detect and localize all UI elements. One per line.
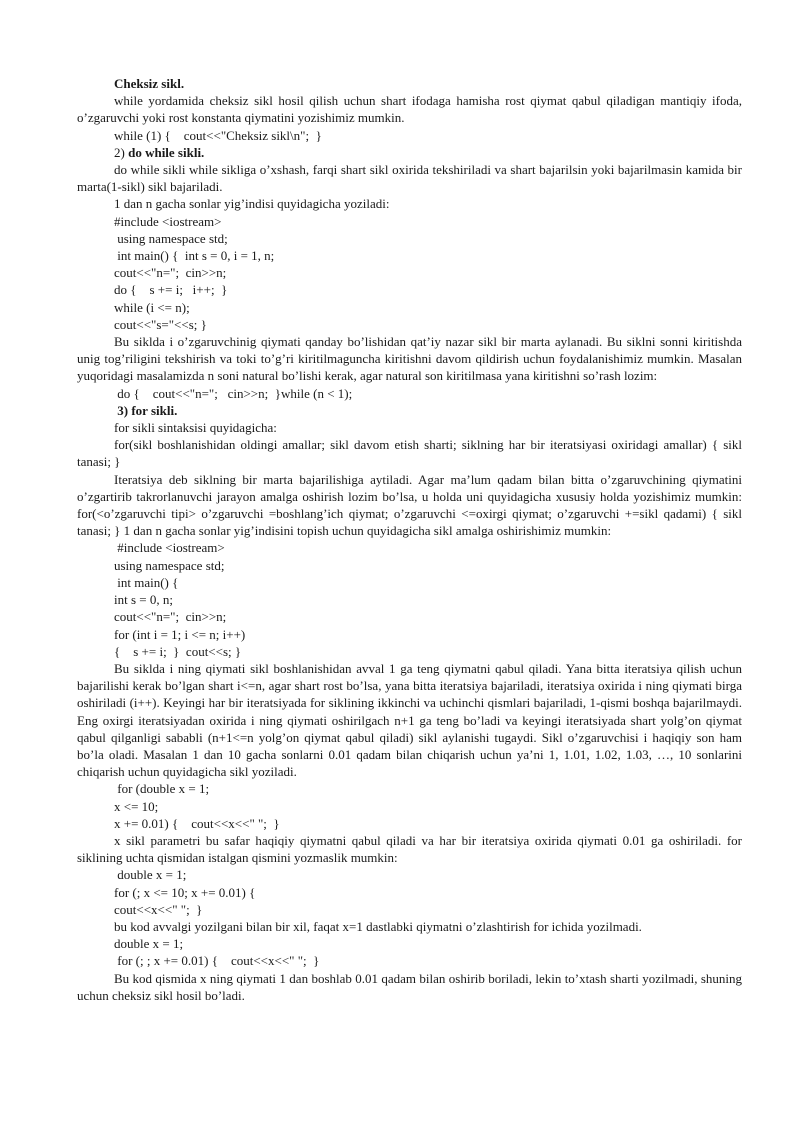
text-line-2: while (1) { cout<<"Cheksiz sikl\n"; } (114, 127, 322, 143)
heading-text: do while sikli. (128, 144, 205, 160)
text-line-27: for (double x = 1; (114, 781, 210, 797)
text-line-5: 1 dan n gacha sonlar yig’indisi quyidagicha yoziladi: (114, 196, 390, 212)
text-line-16: for sikli sintaksisi quyidagicha: (114, 420, 277, 436)
text-line-10: do { s += i; i++; } (114, 282, 228, 298)
text-line-29: x += 0.01) { cout<<x<<" "; } (114, 815, 280, 831)
text-line-24: for (int i = 1; i <= n; i++) (114, 626, 246, 642)
text-line-12: cout<<"s="<<s; } (114, 316, 207, 332)
paragraph-18: Iteratsiya deb siklning bir marta bajarilishiga aytiladi. Agar ma’lum qadam bilan bitta o’zgaruvchining qiymatini o’zgartirib takrorlanuvchi jarayon amalga oshirish lozim bo’lsa, u holda uni quyidagicha xususiy holda yozishimiz mumkin: for(<o’zgaruvchi tipi> o’zgaruvchi =boshlang’ich qiymat; o’zgaruvchi <=oxirgi qiymat; o’zgaruvchi +=sikl qadami) { sikl tanasi; } 1 dan n gacha sonlar yig’indisini topish uchun quyidagicha sikl amalga oshirishimiz mumkin: (77, 471, 742, 539)
text-line-3: 2) do while sikli. (114, 144, 205, 160)
text-line-20: using namespace std; (114, 557, 225, 573)
text-line-14: do { cout<<"n="; cin>>n; }while (n < 1); (114, 385, 353, 401)
text-line-11: while (i <= n); (114, 299, 190, 315)
text-line-9: cout<<"n="; cin>>n; (114, 265, 227, 281)
text-line-36: for (; ; x += 0.01) { cout<<x<<" "; } (114, 953, 320, 969)
text-line-31: double x = 1; (114, 867, 187, 883)
paragraph-17: for(sikl boshlanishidan oldingi amallar; sikl davom etish sharti; siklning har bir iteratsiyasi oxiridagi amallar) { sikl tanasi; } (77, 437, 742, 470)
paragraph-30: x sikl parametri bu safar haqiqiy qiymatni qabul qiladi va har bir iteratsiya oxirida qiymati 0.01 ga oshiriladi. for siklining uchta qismidan istalgan qismini yozmaslik mumkin: (77, 832, 742, 866)
text-line-7: using namespace std; (114, 230, 228, 246)
paragraph-1: while yordamida cheksiz sikl hosil qilish uchun shart ifodaga hamisha rost qiymat qabul qiladigan mantiqiy ifoda, o’zgaruvchi yoki rost konstanta qiymatini yozishimiz mumkin. (77, 93, 742, 126)
paragraph-13: Bu siklda i o’zgaruvchinig qiymati qanday bo’lishidan qat’iy nazar sikl bir marta aylanadi. Bu siklni sonni kiritishda unig tog’riligini tekshirish va toki to’g’ri kiritilmaguncha kiritishni davom qildirish uchun foydalanishimiz mumkin. Masalan yuqoridagi masalamizda n soni natural bo’lishi kerak, agar natural son kiritilmasa yana kiritishni so’rash lozim: (77, 334, 742, 384)
heading-line-0: Cheksiz sikl. (114, 76, 185, 91)
text-line-32: for (; x <= 10; x += 0.01) { (114, 884, 256, 900)
text-line-22: int s = 0, n; (114, 592, 173, 608)
paragraph-26: Bu siklda i ning qiymati sikl boshlanishidan avval 1 ga teng qiymatni qabul qiladi. Yana bitta iteratsiya qilish uchun bajarilishi kerak bo’lgan shart i<=n, agar shart rost bo’lsa, yana bitta iteratsiya bajariladi, iteratsiya oxirida i ning qiymati birga oshiriladi (i++). Keyingi har bir iteratsiyada for siklining ikkinchi va uchinchi qismlari bajariladi, 1-qismi boshqa bajarilmaydi. Eng oxirgi iteratsiyadan oxirida i ning qiymati oshirilgach n+1 ga teng bo’ladi va keyingi iteratsiyada shart yolg’on qiymat qabul qilganligi sababli (n+1<=n yolg’on qiymat qabul qiladi) sikl aylanishi tugaydi. Sikl o’zgaruvchisi i haqiqiy son ham bo’la oladi. Masalan 1 dan 10 gacha sonlarni 0.01 qadam bilan chiqarish uchun ya’ni 1, 1.01, 1.02, 1.03, …, 10 sonlarini chiqarish uchun quyidagicha sikl yoziladi. (77, 660, 742, 780)
text-line-8: int main() { int s = 0, i = 1, n; (114, 248, 275, 264)
text-line-21: int main() { (114, 574, 179, 590)
text-line-33: cout<<x<<" "; } (114, 901, 203, 917)
heading-line-15: 3) for sikli. (114, 402, 178, 418)
paragraph-37: Bu kod qismida x ning qiymati 1 dan boshlab 0.01 qadam bilan oshirib boriladi, lekin to’xtash sharti yozilmadi, shuning uchun cheksiz sikl hosil bo’ladi. (77, 970, 742, 1003)
paragraph-4: do while sikli while sikliga o’xshash, farqi shart sikl oxirida tekshiriladi va shart bajarilsin yoki bajarilmasin kamida bir marta(1-sikl) sikl bajariladi. (77, 162, 742, 195)
text-line-6: #include <iostream> (114, 213, 222, 229)
text-line-25: { s += i; } cout<<s; } (114, 643, 242, 659)
text-line-34: bu kod avvalgi yozilgani bilan bir xil, faqat x=1 dastlabki qiymatni o’zlashtirish for ichida yozilmadi. (114, 918, 642, 934)
text-line-23: cout<<"n="; cin>>n; (114, 609, 227, 625)
text-line-35: double x = 1; (114, 936, 184, 952)
text-line-19: #include <iostream> (114, 540, 225, 556)
text-line-28: x <= 10; (114, 798, 159, 814)
